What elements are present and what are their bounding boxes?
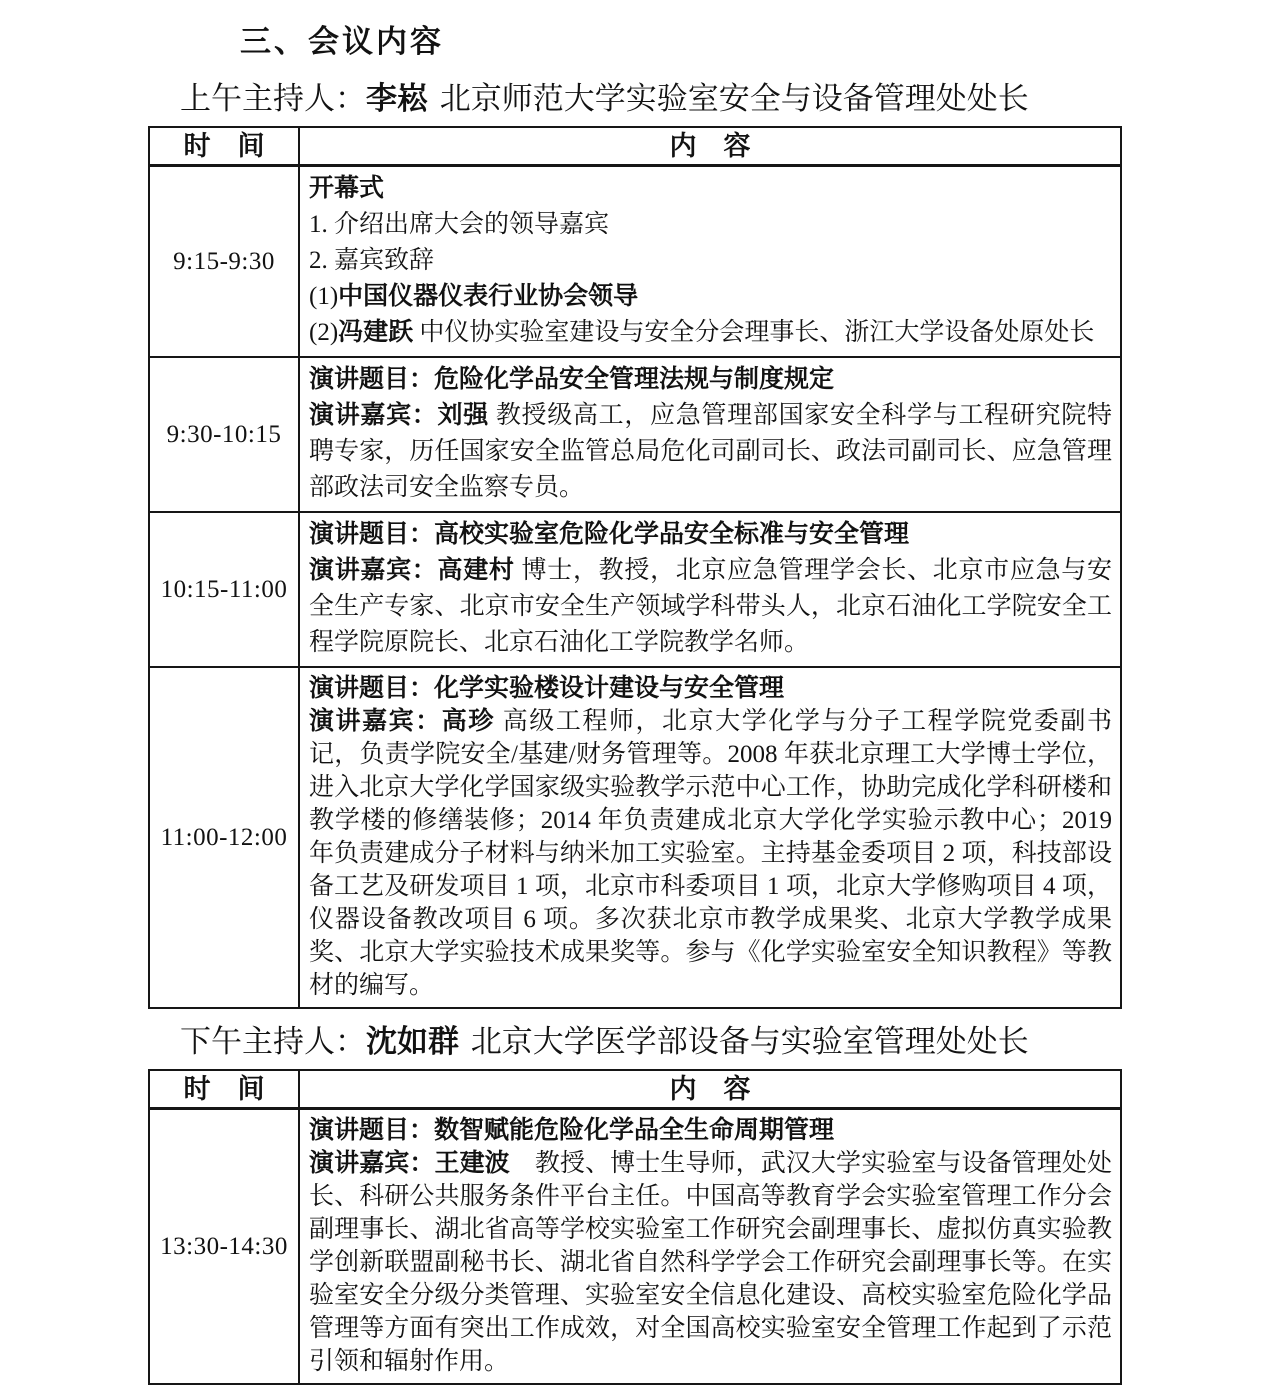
header-row bbox=[149, 1070, 1121, 1109]
time-header-cell: 时 间 bbox=[149, 127, 299, 166]
content-paragraph bbox=[309, 398, 1112, 506]
agenda-row bbox=[149, 512, 1121, 667]
host-title: 北京大学医学部设备与实验室管理处处长 bbox=[470, 1024, 1029, 1059]
afternoon-agenda-table bbox=[148, 1069, 1122, 1385]
text-segment: 博士，教授，北京应急管理学会长、北京市应急与安全生产专家、北京市安全生产领域学科带头人，北京石油化工学院安全工程学院原院长、北京石油化工学院教学名师。 bbox=[309, 557, 1112, 656]
time-cell: 13:30-14:30 bbox=[149, 1109, 299, 1385]
host-label: 上午主持人： bbox=[180, 81, 366, 116]
time-header-cell: 时 间 bbox=[149, 1070, 299, 1109]
content-header-cell: 内 容 bbox=[299, 127, 1121, 166]
bold-text-segment: 演讲嘉宾：王建波 bbox=[309, 1150, 510, 1177]
agenda-row bbox=[149, 357, 1121, 512]
content-paragraph bbox=[309, 207, 1112, 243]
bold-text-segment: 演讲嘉宾：高建村 bbox=[309, 557, 515, 584]
bold-text-segment: 演讲嘉宾：刘强 bbox=[309, 402, 489, 429]
host-title: 北京师范大学实验室安全与设备管理处处长 bbox=[439, 81, 1029, 116]
bold-text-segment: 开幕式 bbox=[309, 175, 385, 202]
time-cell: 10:15-11:00 bbox=[149, 512, 299, 667]
time-cell: 9:30-10:15 bbox=[149, 357, 299, 512]
content-cell bbox=[299, 667, 1121, 1008]
agenda-row bbox=[149, 166, 1121, 358]
content-header-cell: 内 容 bbox=[299, 1070, 1121, 1109]
bold-text-segment: 冯建跃 bbox=[338, 319, 414, 346]
text-segment: 1. 介绍出席大会的领导嘉宾 bbox=[309, 211, 610, 238]
agenda-row bbox=[149, 1109, 1121, 1385]
text-segment: 教授级高工，应急管理部国家安全科学与工程研究院特聘专家，历任国家安全监管总局危化司副司长、政法司副司长、应急管理部政法司安全监察专员。 bbox=[309, 402, 1112, 501]
time-cell: 9:15-9:30 bbox=[149, 166, 299, 358]
agenda-table-header bbox=[149, 1070, 1121, 1109]
header-row bbox=[149, 127, 1121, 166]
text-segment: 教授、博士生导师，武汉大学实验室与设备管理处处长、科研公共服务条件平台主任。中国高等教育学会实验室管理工作分会副理事长、湖北省高等学校实验室工作研究会副理事长、虚拟仿真实验教学创新联盟副秘书长、湖北省自然科学学会工作研究会副理事长等。在实验室安全分级分类管理、实验室安全信息化建设、高校实验室危险化学品管理等方面有突出工作成效，对全国高校实验室安全管理工作起到了示范引领和辐射作用。 bbox=[309, 1150, 1112, 1375]
time-cell: 11:00-12:00 bbox=[149, 667, 299, 1008]
bold-text-segment: 演讲嘉宾：高珍 bbox=[309, 708, 495, 735]
content-cell bbox=[299, 512, 1121, 667]
content-paragraph bbox=[309, 672, 1112, 705]
content-paragraph bbox=[309, 705, 1112, 1002]
text-segment: (1) bbox=[309, 283, 339, 310]
morning-session bbox=[148, 80, 1122, 1009]
host-label: 下午主持人： bbox=[180, 1024, 366, 1059]
content-paragraph bbox=[309, 553, 1112, 661]
content-paragraph bbox=[309, 279, 1112, 315]
agenda-table-header bbox=[149, 127, 1121, 166]
text-segment: 高级工程师，北京大学化学与分子工程学院党委副书记，负责学院安全/基建/财务管理等。2008 年获北京理工大学博士学位，进入北京大学化学国家级实验教学示范中心工作，协助完成化学科研楼和教学楼的修缮装修；2014 年负责建成北京大学化学实验示教中心；2019 年负责建成分子材料与纳米加工实验室。主持基金委项目 2 项，科技部设备工艺及研发项目 1 项，北京市科委项目 1 项，北京大学修购项目 4 项，仪器设备教改项目 6 项。多次获北京市教学成果奖、北京大学教学成果奖、北京大学实验技术成果奖等。参与《化学实验室安全知识教程》等教材的编写。 bbox=[309, 708, 1112, 999]
bold-text-segment: 中国仪器仪表行业协会领导 bbox=[338, 283, 639, 310]
host-name: 沈如群 bbox=[366, 1024, 459, 1059]
section-title: 三、会议内容 bbox=[240, 24, 444, 59]
text-segment: 2. 嘉宾致辞 bbox=[309, 247, 435, 274]
agenda-row bbox=[149, 667, 1121, 1008]
host-name: 李崧 bbox=[366, 81, 428, 116]
content-paragraph bbox=[309, 171, 1112, 207]
morning-host-line bbox=[180, 80, 1122, 118]
content-paragraph bbox=[309, 1147, 1112, 1378]
content-paragraph bbox=[309, 362, 1112, 398]
agenda-table-body bbox=[149, 166, 1121, 1009]
content-cell bbox=[299, 1109, 1121, 1385]
text-segment: (2) bbox=[309, 319, 339, 346]
text-segment: 中仪协实验室建设与安全分会理事长、浙江大学设备处原处长 bbox=[413, 319, 1095, 346]
afternoon-session bbox=[148, 1023, 1122, 1385]
bold-text-segment: 演讲题目：高校实验室危险化学品安全标准与安全管理 bbox=[309, 521, 910, 548]
content-paragraph bbox=[309, 243, 1112, 279]
content-paragraph bbox=[309, 1114, 1112, 1147]
agenda-table-body bbox=[149, 1109, 1121, 1385]
bold-text-segment: 演讲题目：数智赋能危险化学品全生命周期管理 bbox=[309, 1117, 835, 1144]
morning-agenda-table bbox=[148, 126, 1122, 1009]
content-paragraph bbox=[309, 315, 1112, 351]
content-cell bbox=[299, 357, 1121, 512]
bold-text-segment: 演讲题目：化学实验楼设计建设与安全管理 bbox=[309, 675, 785, 702]
content-cell bbox=[299, 166, 1121, 358]
afternoon-host-line bbox=[180, 1023, 1122, 1061]
content-paragraph bbox=[309, 517, 1112, 553]
bold-text-segment: 演讲题目：危险化学品安全管理法规与制度规定 bbox=[309, 366, 835, 393]
